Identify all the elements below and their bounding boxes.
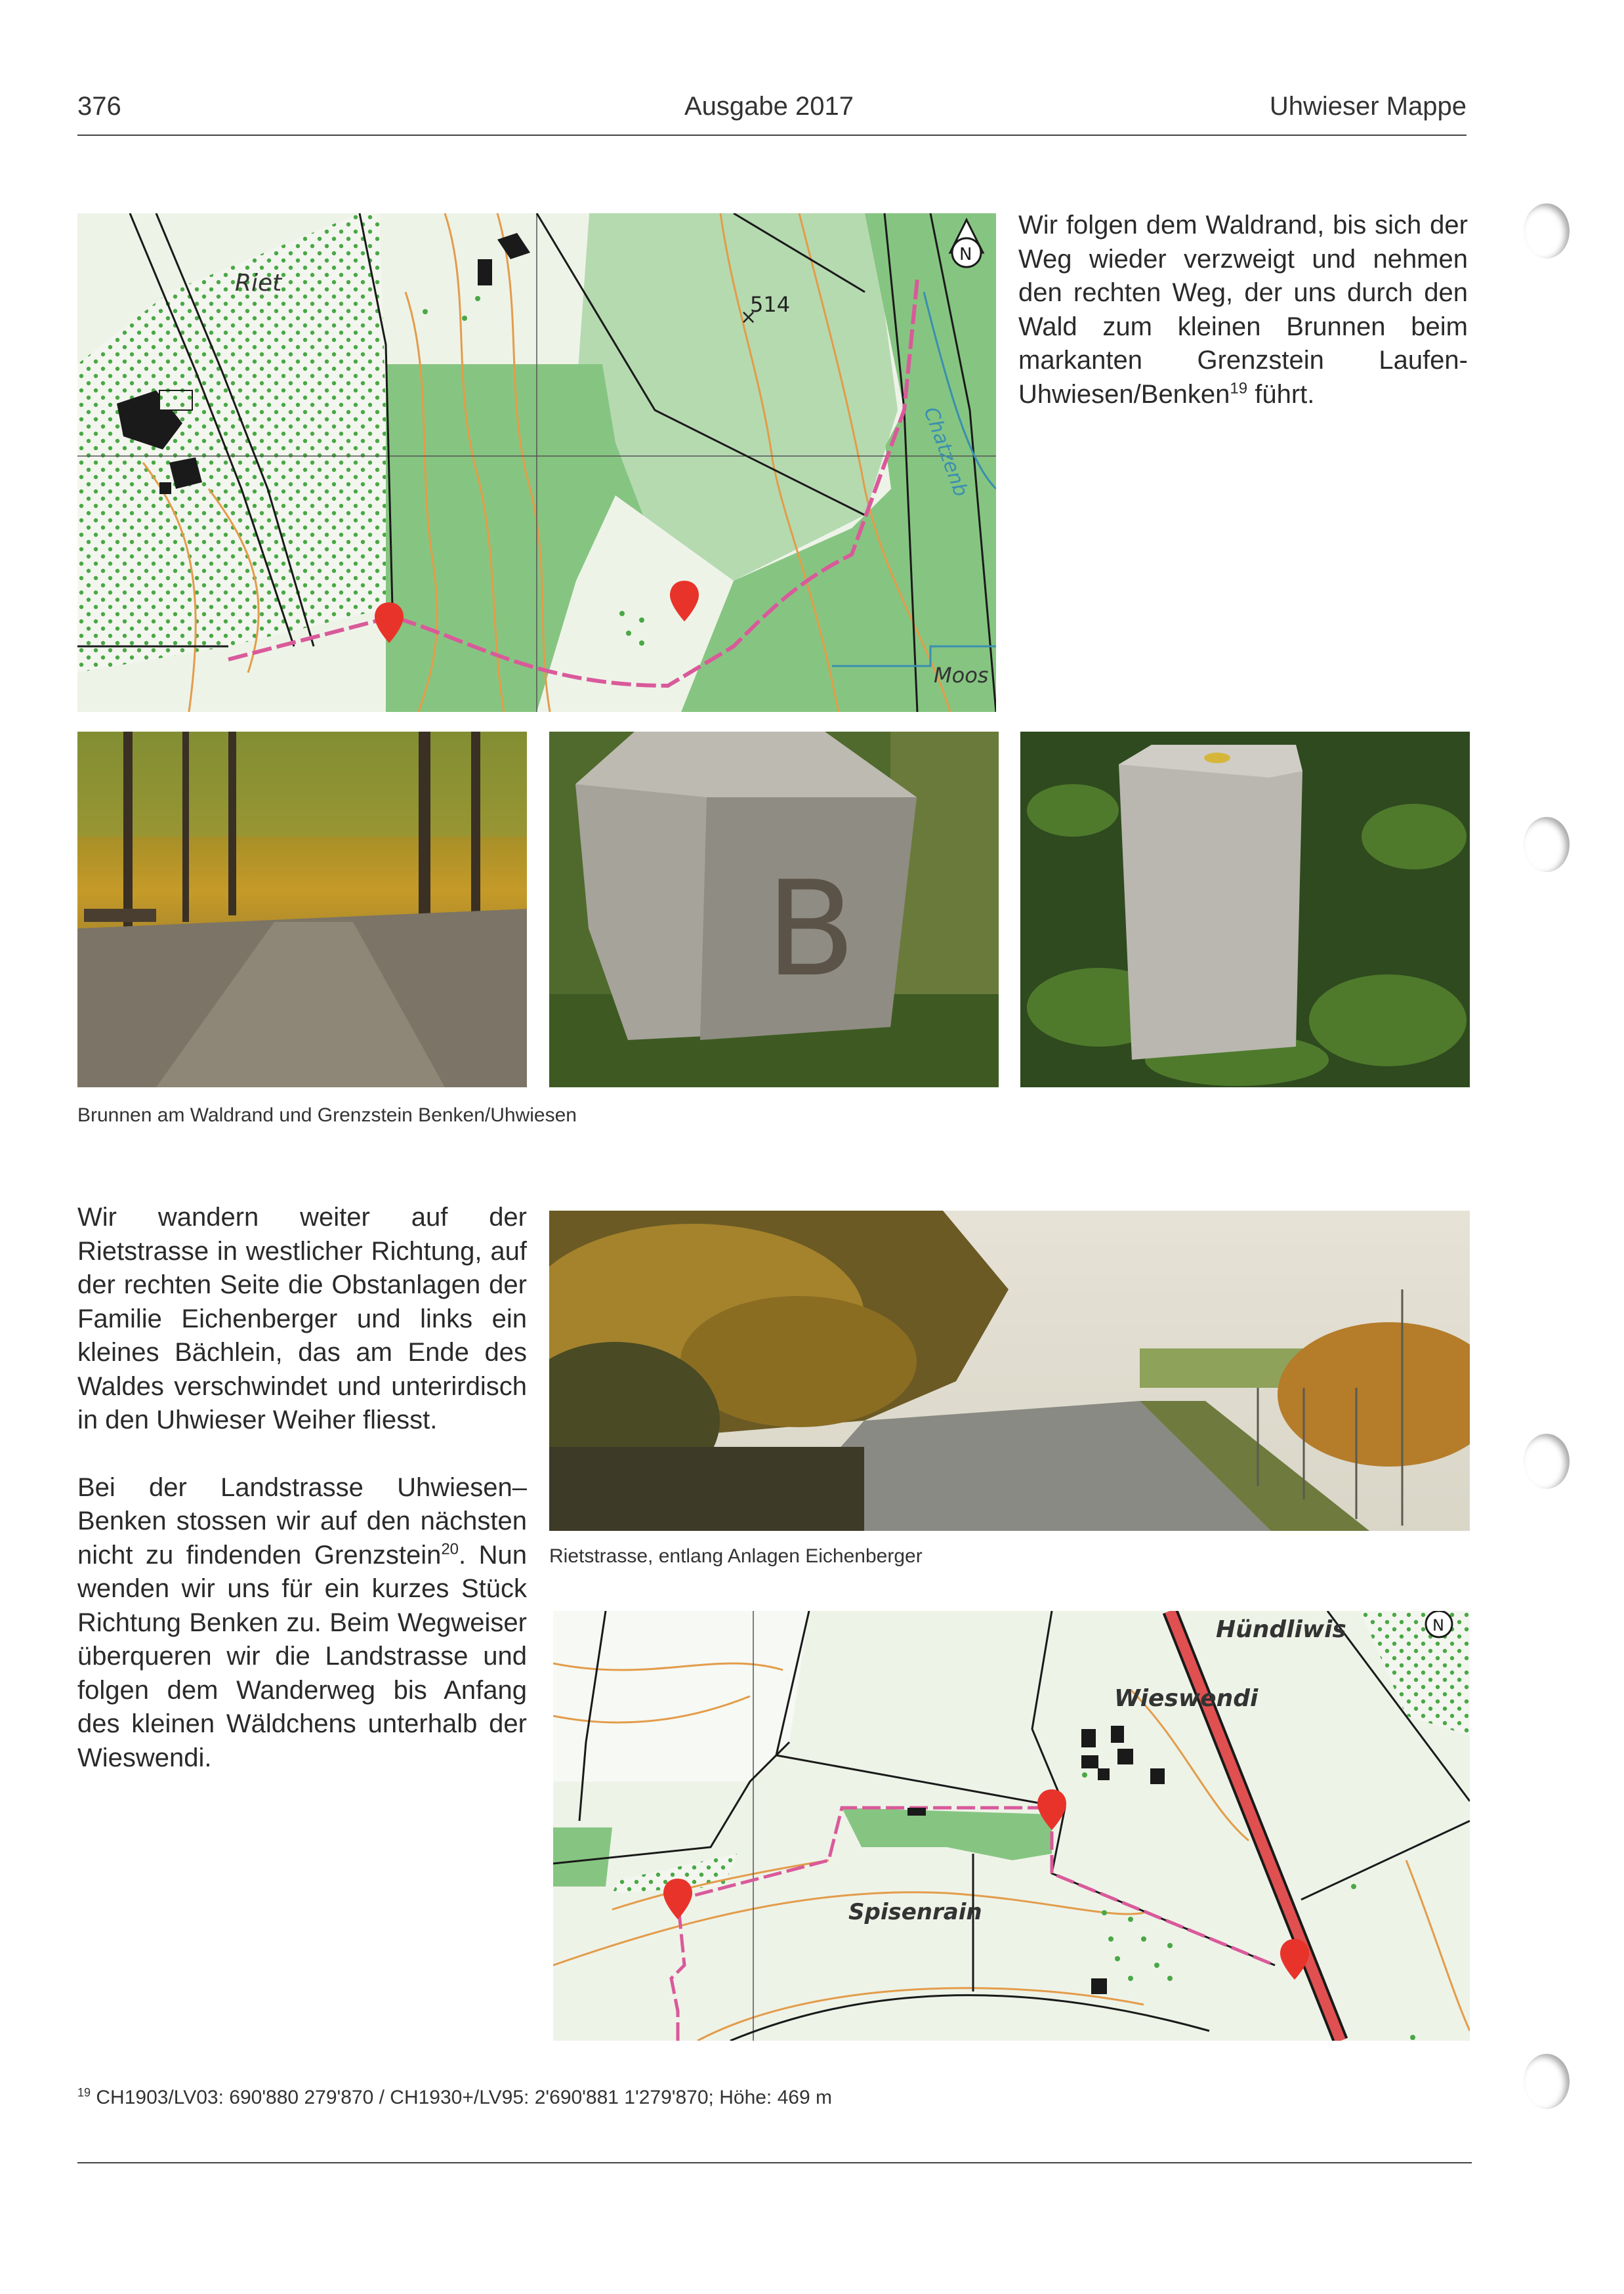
footnote-ref-20: 20 [441, 1540, 459, 1558]
binder-punch-hole [1524, 1434, 1570, 1489]
intro-text: Wir folgen dem Waldrand, bis sich der Weg wieder verzweigt und nehmen den rechten Weg, der uns durch den Wald zum kleinen Brunnen beim markanten Grenzstein Laufen-Uhwiesen/Benken [1018, 211, 1468, 409]
photo-boundary-stone-b [549, 732, 999, 1087]
walk-paragraphs [77, 1201, 527, 1775]
footnote-ref-19: 19 [1230, 379, 1248, 398]
footnote-19 [77, 2087, 832, 2109]
north-label: N [1432, 1616, 1444, 1635]
elevation-mark: × [740, 306, 757, 329]
photo-rietstrasse [549, 1211, 1470, 1531]
photo-caption-2: Rietstrasse, entlang Anlagen Eichenberger [549, 1545, 923, 1567]
map-label-moos: Moos [934, 663, 989, 688]
map-riet-svg [77, 213, 996, 712]
page-header [77, 92, 1467, 131]
footnote-text: CH1903/LV03: 690'880 279'870 / CH1930+/LV95: 2'690'881 1'279'870; Höhe: 469 m [91, 2087, 832, 2108]
forest-patch [553, 1827, 612, 1887]
binder-punch-hole [1524, 817, 1570, 872]
map-label-stream: Chatzenb [919, 404, 973, 500]
map-wieswendi-svg [553, 1611, 1470, 2041]
binder-punch-hole [1524, 203, 1570, 259]
forest-area [553, 1611, 809, 1782]
paragraph-landstrasse-part1: Bei der Landstrasse Uhwiesen–Benken stossen wir auf den nächsten nicht zu findenden Grenzstein [77, 1472, 527, 1570]
paragraph-landstrasse-part2: . Nun wenden wir uns für ein kurzes Stück Richtung Benken zu. Beim Wegweiser überqueren wir die Landstrasse und folgen dem Wanderweg bis Anfang des kleinen Wäldchens unterhalb der Wieswendi. [77, 1540, 528, 1772]
footnote-number: 19 [77, 2086, 91, 2099]
photo-forest-path [77, 732, 527, 1087]
footer-rule [77, 2162, 1472, 2163]
photo-boundary-stone-side [1020, 732, 1470, 1087]
north-label: N [959, 245, 972, 264]
map-label-elevation: 514 [750, 292, 791, 317]
north-arrow-icon [1426, 1611, 1452, 1637]
stone-letter: B [766, 853, 856, 1006]
map-label-spisenrain: Spisenrain [848, 1899, 982, 1925]
map-wieswendi [553, 1611, 1470, 2041]
map-riet [77, 213, 996, 712]
intro-paragraph [1018, 209, 1468, 411]
page-number: 376 [77, 92, 121, 121]
paragraph-landstrasse [77, 1471, 527, 1776]
map-label-hundliwis: Hündliwis [1216, 1616, 1346, 1643]
building-hatched [159, 390, 192, 410]
map-label-riet: Riet [235, 270, 282, 297]
paragraph-rietstrasse: Wir wandern weiter auf der Rietstrasse in westlicher Richtung, auf der rechten Seite die Obstanlagen der Familie Eichenberger und links ein kleines Bächlein, das am Ende des Waldes verschwindet und unterirdisch in den Uhwieser Weiher fliesst. [77, 1203, 527, 1434]
header-rule [77, 135, 1467, 136]
publication-title: Uhwieser Mappe [1269, 92, 1467, 121]
binder-punch-hole [1524, 2054, 1570, 2109]
edition-label: Ausgabe 2017 [684, 92, 854, 121]
photo-caption-1: Brunnen am Waldrand und Grenzstein Benken/Uhwiesen [77, 1104, 577, 1126]
map-label-wieswendi: Wieswendi [1114, 1685, 1259, 1712]
intro-text-end: führt. [1247, 379, 1315, 409]
